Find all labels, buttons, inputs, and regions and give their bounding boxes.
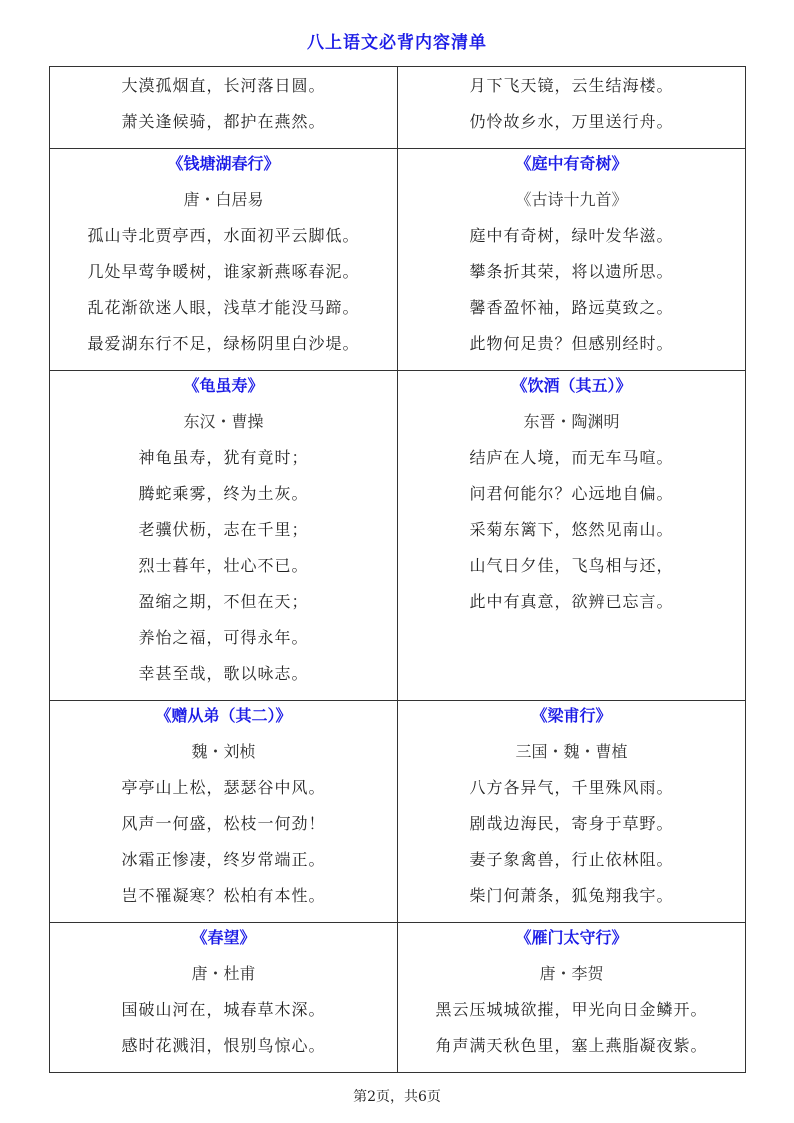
poem-line: 神龟虽寿，犹有竟时； [138,448,309,467]
poem-line: 大漠孤烟直，长河落日圆。 [121,76,326,95]
cell-spacer [404,620,739,628]
poem-line: 烈士暮年，壮心不已。 [138,556,309,575]
poem-cell-right [398,67,746,149]
poem-author: 魏・刘桢 [191,742,256,761]
cell-spacer [404,362,739,370]
poem-cell-left [50,149,398,371]
poem-line: 结庐在人境，而无车马喧。 [469,448,674,467]
page-title: 八上语文必背内容清单 [307,33,487,53]
cell-spacer [404,140,739,148]
poem-row [50,149,746,371]
poem-title: 《赠从弟（其二）》 [155,706,292,725]
poem-line: 此物何足贵？但感别经时。 [469,334,674,353]
page-number: 第2页，共6页 [353,1089,441,1105]
poem-cell-right [398,149,746,371]
poem-author: 唐・杜甫 [191,964,256,983]
poem-row [50,923,746,1073]
poem-line: 角声满天秋色里，塞上燕脂凝夜紫。 [435,1036,708,1055]
poem-line: 盈缩之期，不但在天； [138,592,309,611]
poem-author: 东汉・曹操 [183,412,264,431]
poem-line: 养怡之福，可得永年。 [138,628,309,647]
poem-line: 国破山河在，城春草木深。 [121,1000,326,1019]
poem-line: 问君何能尔？心远地自偏。 [469,484,674,503]
poem-line: 庭中有奇树，绿叶发华滋。 [469,226,674,245]
poem-line: 亭亭山上松，瑟瑟谷中风。 [121,778,326,797]
poem-row [50,67,746,149]
poem-cell-right [398,923,746,1073]
poem-title: 《钱塘湖春行》 [167,154,280,173]
poem-author: 三国・魏・曹植 [515,742,628,761]
poem-cell-left [50,701,398,923]
poem-table-body [50,67,746,1073]
cell-spacer [404,914,739,922]
poem-line: 老骥伏枥，志在千里； [138,520,309,539]
cell-spacer [56,362,391,370]
poem-line: 孤山寺北贾亭西，水面初平云脚低。 [87,226,360,245]
poem-author: 唐・白居易 [183,190,264,209]
poem-author: 东晋・陶渊明 [523,412,620,431]
cell-spacer [56,1064,391,1072]
poem-cell-left [50,67,398,149]
poem-cell-left [50,371,398,701]
poem-title: 《饮酒（其五）》 [511,376,632,395]
poem-line: 八方各异气，千里殊风雨。 [469,778,674,797]
poem-line: 腾蛇乘雾，终为土灰。 [138,484,309,503]
poem-line: 岂不罹凝寒？松柏有本性。 [121,886,326,905]
poem-cell-left [50,923,398,1073]
poem-line: 乱花渐欲迷人眼，浅草才能没马蹄。 [87,298,360,317]
poem-line: 月下飞天镜，云生结海楼。 [469,76,674,95]
poem-line: 此中有真意，欲辨已忘言。 [469,592,674,611]
poem-line: 萧关逢候骑，都护在燕然。 [121,112,326,131]
poem-line: 最爱湖东行不足，绿杨阴里白沙堤。 [87,334,360,353]
poem-line: 风声一何盛，松枝一何劲！ [121,814,326,833]
poem-line: 幸甚至哉，歌以咏志。 [138,664,309,683]
poem-cell-right [398,701,746,923]
poem-line: 妻子象禽兽，行止依林阻。 [469,850,674,869]
poem-title: 《雁门太守行》 [515,928,628,947]
poem-author: 唐・李贺 [539,964,604,983]
poem-line: 感时花溅泪，恨别鸟惊心。 [121,1036,326,1055]
poem-title: 《梁甫行》 [531,706,612,725]
poem-line: 馨香盈怀袖，路远莫致之。 [469,298,674,317]
cell-spacer [56,914,391,922]
poem-title: 《春望》 [191,928,256,947]
poem-line: 几处早莺争暖树，谁家新燕啄春泥。 [87,262,360,281]
poem-line: 采菊东篱下，悠然见南山。 [469,520,674,539]
poem-title: 《庭中有奇树》 [515,154,628,173]
poem-line: 仍怜故乡水，万里送行舟。 [469,112,674,131]
poem-line: 山气日夕佳，飞鸟相与还， [469,556,674,575]
poem-title: 《龟虽寿》 [183,376,264,395]
cell-spacer [56,140,391,148]
poem-line: 攀条折其荣，将以遗所思。 [469,262,674,281]
cell-spacer [404,1064,739,1072]
poem-cell-right [398,371,746,701]
poem-table [49,66,746,1073]
poem-line: 冰霜正惨凄，终岁常端正。 [121,850,326,869]
poem-row [50,701,746,923]
poem-row [50,371,746,701]
poem-line: 柴门何萧条，狐兔翔我宇。 [469,886,674,905]
cell-spacer [56,692,391,700]
poem-line: 黑云压城城欲摧，甲光向日金鳞开。 [435,1000,708,1019]
poem-author: 《古诗十九首》 [515,190,628,209]
poem-line: 剧哉边海民，寄身于草野。 [469,814,674,833]
